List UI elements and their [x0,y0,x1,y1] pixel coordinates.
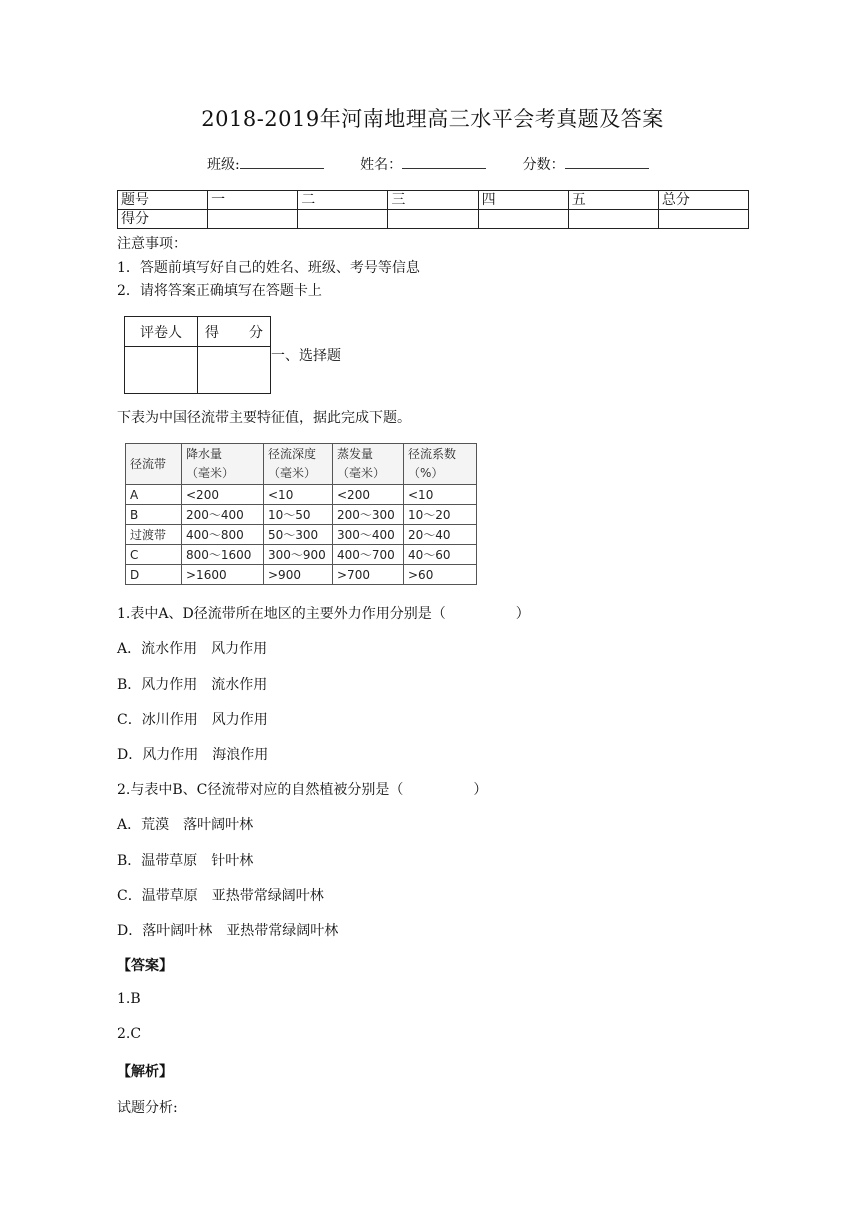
name-label: 姓名： [360,157,403,173]
header-cell [126,444,182,485]
grader-body-row [125,347,271,394]
header-unit: （毫米） [186,466,235,480]
table-cell: >60 [404,565,477,585]
question-1-stem: 1.表中A、D径流带所在地区的主要外力作用分别是（ ） [117,606,530,622]
score-table-score-row [118,210,749,229]
score-input-cell[interactable] [568,210,658,229]
question-2-option-a[interactable]: A．荒漠 落叶阔叶林 [117,817,254,833]
runoff-table [125,443,477,585]
score-label: 分数： [522,157,565,173]
score-input-cell[interactable] [658,210,748,229]
table-cell: 50～300 [264,525,333,545]
table-cell: C [126,545,182,565]
table-cell: 200～400 [182,505,264,525]
analysis-heading: 【解析】 [117,1064,173,1080]
analysis-text: 试题分析: [117,1100,178,1116]
score-cell: 总分 [658,191,748,210]
table-cell: 300～900 [264,545,333,565]
grader-score-label [198,317,271,347]
question-2-stem: 2.与表中B、C径流带对应的自然植被分别是（ ） [117,782,488,798]
table-cell: 200～300 [333,505,404,525]
question-1-option-a[interactable]: A．流水作用 风力作用 [117,641,268,657]
runoff-table-header [126,444,477,485]
table-cell: 40～60 [404,545,477,565]
table-row [126,525,477,545]
table-cell: 300～400 [333,525,404,545]
score-input-cell[interactable] [478,210,568,229]
score-input-cell[interactable] [388,210,478,229]
header-unit: （毫米） [268,466,317,480]
student-info-row [207,154,681,174]
grader-header-row [125,317,271,347]
grader-score-char: 得 [205,324,219,341]
question-2-option-d[interactable]: D．落叶阔叶林 亚热带常绿阔叶林 [117,923,339,939]
table-row [126,505,477,525]
score-blank[interactable] [565,156,649,169]
question-intro: 下表为中国径流带主要特征值，据此完成下题。 [117,410,411,426]
header-unit: （毫米） [337,466,386,480]
table-cell: 20～40 [404,525,477,545]
table-cell: <10 [404,485,477,505]
score-cell: 五 [568,191,658,210]
header-cell [404,444,477,485]
question-2-option-c[interactable]: C．温带草原 亚热带常绿阔叶林 [117,888,324,904]
question-2-option-b[interactable]: B．温带草原 针叶林 [117,853,254,869]
score-cell: 得分 [118,210,208,229]
table-cell: 10～20 [404,505,477,525]
answer-item: 1.B [117,991,141,1007]
name-field [360,154,486,174]
class-blank[interactable] [240,156,324,169]
notes-heading: 注意事项： [117,236,187,252]
grader-score-char: 分 [249,324,263,341]
grader-table [124,316,271,394]
header-main: 径流带 [130,456,167,471]
score-cell: 四 [478,191,568,210]
note-item: 2．请将答案正确填写在答题卡上 [117,283,322,299]
table-cell: >1600 [182,565,264,585]
table-row [126,565,477,585]
table-cell: B [126,505,182,525]
table-cell: <200 [333,485,404,505]
grader-label: 评卷人 [125,317,198,347]
grader-input-cell[interactable] [125,347,198,394]
header-main: 径流系数 [408,447,457,461]
note-item: 1．答题前填写好自己的姓名、班级、考号等信息 [117,260,420,276]
header-cell [333,444,404,485]
score-table [117,190,749,229]
header-cell [264,444,333,485]
table-cell: <200 [182,485,264,505]
class-label: 班级: [207,157,240,173]
score-field [523,154,649,174]
question-1-option-d[interactable]: D．风力作用 海浪作用 [117,747,269,763]
table-cell: A [126,485,182,505]
score-cell: 题号 [118,191,208,210]
header-cell [182,444,264,485]
answer-item: 2.C [117,1026,142,1042]
header-unit: （%） [408,466,444,480]
header-main: 径流深度 [268,447,317,461]
table-cell: 400～800 [182,525,264,545]
table-row [126,485,477,505]
score-cell: 三 [388,191,478,210]
table-cell: 10～50 [264,505,333,525]
section-title: 一、选择题 [271,348,341,364]
table-cell: <10 [264,485,333,505]
page-title: 2018-2019年河南地理高三水平会考真题及答案 [201,107,664,131]
score-input-cell[interactable] [298,210,388,229]
header-main: 降水量 [186,447,223,461]
score-cell: 一 [208,191,298,210]
table-row [126,545,477,565]
table-cell: 400～700 [333,545,404,565]
score-input-cell[interactable] [208,210,298,229]
table-cell: 800～1600 [182,545,264,565]
grader-score-input-cell[interactable] [198,347,271,394]
table-cell: 过渡带 [126,525,182,545]
score-table-header-row [118,191,749,210]
table-cell: >700 [333,565,404,585]
class-field [207,154,324,174]
answer-heading: 【答案】 [117,958,173,974]
score-cell: 二 [298,191,388,210]
table-cell: D [126,565,182,585]
header-main: 蒸发量 [337,447,374,461]
question-1-option-b[interactable]: B．风力作用 流水作用 [117,677,268,693]
name-blank[interactable] [402,156,486,169]
question-1-option-c[interactable]: C．冰川作用 风力作用 [117,712,268,728]
table-cell: >900 [264,565,333,585]
